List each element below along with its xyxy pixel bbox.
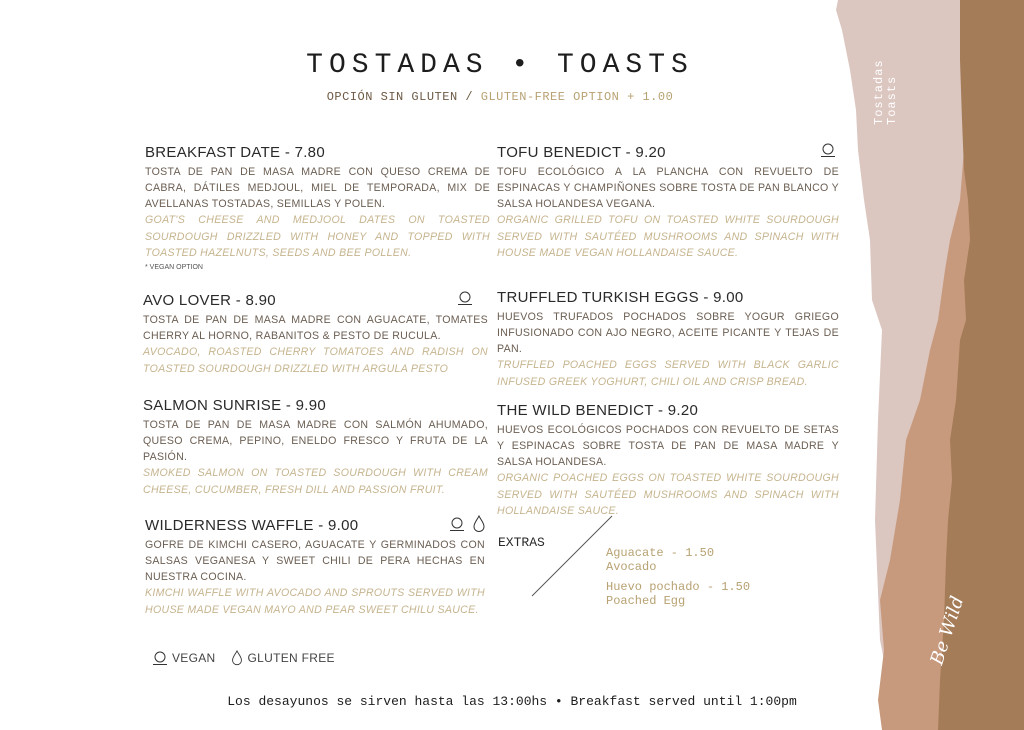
subtitle-english: GLUTEN-FREE OPTION + 1.00 (480, 90, 674, 104)
menu-item-the-wild-benedict (497, 402, 839, 520)
vegan-icon (820, 142, 836, 158)
menu-item-breakfast-date (145, 144, 490, 271)
item-description-es: HUEVOS ECOLÓGICOS POCHADOS CON REVUELTO DE SETAS Y ESPINACAS SOBRE TOSTA DE PAN DE MASA MADRE Y SALSA HOLANDESA. (497, 424, 839, 468)
item-name: THE WILD BENEDICT - 9.20 (497, 402, 699, 419)
item-name: BREAKFAST DATE - 7.80 (145, 144, 325, 161)
item-description-en: KIMCHI WAFFLE WITH AVOCADO AND SPROUTS SERVED WITH HOUSE MADE VEGAN MAYO AND PEAR SWEET CHILU SAUCE. (145, 587, 485, 616)
legend (152, 650, 335, 666)
menu-item-avo-lover (143, 292, 488, 377)
item-description-es: TOSTA DE PAN DE MASA MADRE CON SALMÓN AHUMADO, QUESO CREMA, PEPINO, ENELDO FRESCO Y FRUTA DE LA PASIÓN. (143, 419, 488, 463)
item-description-en: ORGANIC GRILLED TOFU ON TOASTED WHITE SOURDOUGH SERVED WITH SAUTÉED MUSHROOMS AND SPINACH WITH HOUSE MADE VEGAN HOLLANDAISE SAUCE. (497, 214, 839, 259)
extra-item-poached-egg (606, 580, 750, 608)
legend-gluten-free-label: GLUTEN FREE (247, 651, 335, 665)
extra-item-avocado (606, 546, 714, 574)
legend-vegan-label: VEGAN (172, 651, 216, 665)
signature: Be Wild (926, 593, 969, 668)
footer-note: Los desayunos se sirven hasta las 13:00hs • Breakfast served until 1:00pm (227, 694, 797, 709)
item-description-es: TOSTA DE PAN DE MASA MADRE CON QUESO CREMA DE CABRA, DÁTILES MEDJOUL, MIEL DE TEMPORADA, MIX DE AVELLANAS TOSTADAS, SEMILLAS Y POLEN. (145, 166, 490, 210)
menu-item-salmon-sunrise (143, 397, 488, 498)
item-description-en: SMOKED SALMON ON TOASTED SOURDOUGH WITH CREAM CHEESE, CUCUMBER, FRESH DILL AND PASSION FRUIT. (143, 467, 488, 496)
gluten-free-drop-icon (472, 515, 486, 533)
item-description-es: TOFU ECOLÓGICO A LA PLANCHA CON REVUELTO DE ESPINACAS Y CHAMPIÑONES SOBRE TOSTA DE PAN BLANCO Y SALSA HOLANDESA VEGANA. (497, 166, 839, 210)
side-label-line2: Toasts (885, 75, 899, 125)
vegan-option-note: * VEGAN OPTION (145, 263, 203, 271)
extra-name-es: Aguacate - 1.50 (606, 546, 715, 560)
item-name: WILDERNESS WAFFLE - 9.00 (145, 517, 359, 534)
menu-item-wilderness-waffle (145, 517, 485, 618)
item-description-en: AVOCADO, ROASTED CHERRY TOMATOES AND RADISH ON TOASTED SOURDOUGH DRIZZLED WITH ARGULA PESTO (143, 346, 488, 375)
item-name: SALMON SUNRISE - 9.90 (143, 397, 327, 414)
page-subtitle (0, 90, 1000, 104)
vegan-icon (152, 650, 168, 666)
subtitle-spanish: OPCIÓN SIN GLUTEN / (326, 90, 474, 104)
extra-name-en: Avocado (606, 560, 657, 574)
item-description-en: TRUFFLED POACHED EGGS SERVED WITH BLACK GARLIC INFUSED GREEK YOGHURT, CHILI OIL AND CRISP BREAD. (497, 359, 839, 388)
extra-name-es: Huevo pochado - 1.50 (606, 580, 751, 594)
side-label-line1: Tostadas (872, 59, 886, 125)
page-title: TOSTADAS • TOASTS (306, 50, 694, 81)
extras-divider (530, 514, 614, 598)
item-name: TOFU BENEDICT - 9.20 (497, 144, 666, 161)
item-description-es: TOSTA DE PAN DE MASA MADRE CON AGUACATE, TOMATES CHERRY AL HORNO, RABANITOS & PESTO DE RUCULA. (143, 314, 488, 342)
vegan-icon (449, 516, 465, 532)
item-description-en: ORGANIC POACHED EGGS ON TOASTED WHITE SOURDOUGH SERVED WITH SAUTÉED MUSHROOMS AND SPINACH WITH HOLLANDAISE SAUCE. (497, 472, 839, 517)
decorative-torn-paper (820, 0, 1024, 730)
item-description-es: GOFRE DE KIMCHI CASERO, AGUACATE Y GERMINADOS CON SALSAS VEGANESA Y SWEET CHILI DE PERA HECHAS EN NUESTRA COCINA. (145, 539, 485, 583)
menu-item-truffled-turkish-eggs (497, 289, 839, 390)
extra-name-en: Poached Egg (606, 594, 686, 608)
item-description-en: GOAT'S CHEESE AND MEDJOOL DATES ON TOASTED SOURDOUGH DRIZZLED WITH HONEY AND TOPPED WITH TOASTED HAZELNUTS, SEEDS AND BEE POLLEN. (145, 214, 490, 259)
gluten-free-drop-icon (230, 650, 244, 666)
item-name: TRUFFLED TURKISH EGGS - 9.00 (497, 289, 744, 306)
item-description-es: HUEVOS TRUFADOS POCHADOS SOBRE YOGUR GRIEGO INFUSIONADO CON AJO NEGRO, ACEITE PICANTE Y TEJAS DE PAN. (497, 311, 839, 355)
extras-label: EXTRAS (498, 535, 545, 550)
vegan-icon (457, 290, 473, 306)
menu-item-tofu-benedict (497, 144, 839, 262)
item-name: AVO LOVER - 8.90 (143, 292, 276, 309)
